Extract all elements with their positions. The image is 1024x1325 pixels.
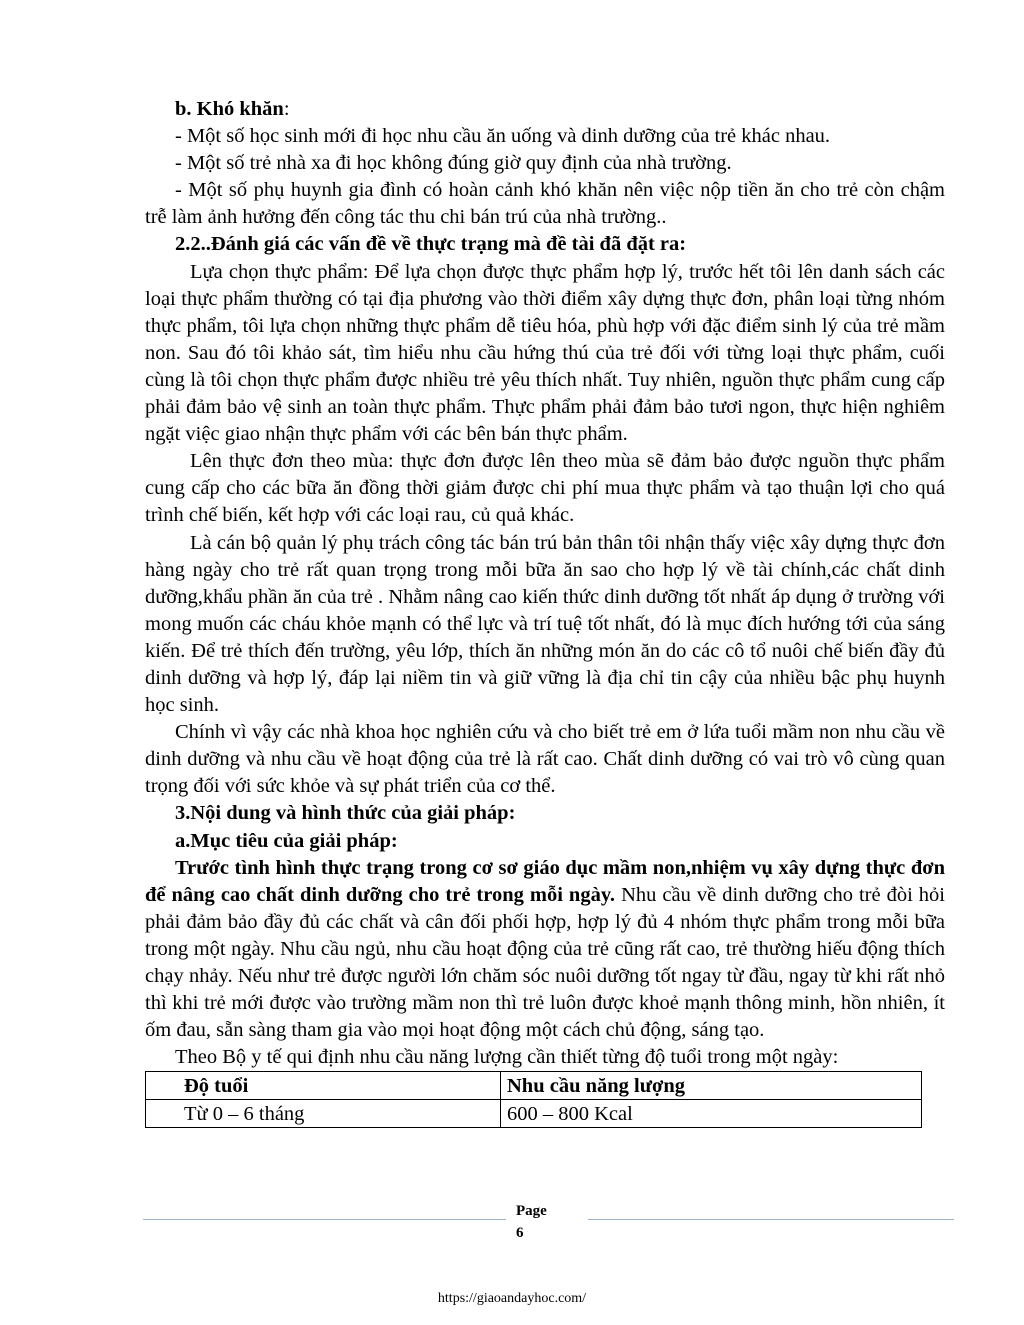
paragraph-nutrition-role: Chính vì vậy các nhà khoa học nghiên cứu và cho biết trẻ em ở lứa tuổi mầm non nhu cầu về dinh dưỡng và nhu cầu về hoạt động của trẻ là rất cao. Chất dinh dưỡng có vai trò vô cùng quan trọng đối với sức khỏe và sự phát triển của cơ thể. — [145, 721, 945, 798]
table-header-energy: Nhu cầu năng lượng — [501, 1072, 922, 1100]
section-b-heading-colon: : — [283, 98, 290, 120]
section-3a-heading: a.Mục tiêu của giải pháp: — [175, 829, 398, 852]
energy-needs-table — [145, 1071, 922, 1128]
source-url[interactable]: https://giaoandayhoc.com/ — [437, 1291, 587, 1306]
difficulty-item-2: - Một số trẻ nhà xa đi học không đúng giờ quy định của nhà trường. — [175, 152, 732, 175]
table-header-row — [146, 1072, 922, 1100]
page-number-block — [516, 1200, 576, 1244]
table-row — [146, 1100, 922, 1128]
paragraph-manager-view: Là cán bộ quản lý phụ trách công tác bán trú bản thân tôi nhận thấy việc xây dựng thực đơn hàng ngày cho trẻ rất quan trọng trong mỗi bữa ăn sao cho hợp lý về tài chính,các chất dinh dưỡng,khẩu phần ăn của trẻ . Nhằm nâng cao kiến thức dinh dưỡng tốt nhất áp dụng ở trường với mong muốn các cháu khỏe mạnh có thể lực và trí tuệ tốt nhất, đó là mục đích hướng tới của sáng kiến. Để trẻ thích đến trường, yêu lớp, thích ăn những món ăn do các cô tổ nuôi chế biến đầy đủ dinh dưỡng và hợp lý, đáp lại niềm tin và giữ vững là địa chỉ tin cậy của nhiều bậc phụ huynh học sinh. — [145, 531, 945, 717]
paragraph-objective — [145, 855, 945, 1045]
table-header-age: Độ tuổi — [146, 1072, 501, 1100]
footer-rule-right — [588, 1219, 954, 1220]
section-b-heading — [145, 96, 945, 123]
difficulty-item-1: - Một số học sinh mới đi học nhu cầu ăn uống và dinh dưỡng của trẻ khác nhau. — [175, 125, 831, 148]
section-2-2-heading: 2.2..Đánh giá các vấn đề về thực trạng mà đề tài đã đặt ra: — [175, 233, 687, 256]
paragraph-food-selection: Lựa chọn thực phẩm: Để lựa chọn được thực phẩm hợp lý, trước hết tôi lên danh sách các loại thực phẩm thường có tại địa phương vào thời điểm xây dựng thực đơn, phân loại từng nhóm thực phẩm, tôi lựa chọn những thực phẩm dễ tiêu hóa, phù hợp với đặc điểm sinh lý của trẻ mầm non. Sau đó tôi khảo sát, tìm hiểu nhu cầu hứng thú của trẻ đối với từng loại thực phẩm, cuối cùng là tôi chọn thực phẩm được nhiều trẻ yêu thích nhất. Tuy nhiên, nguồn thực phẩm cung cấp phải đảm bảo vệ sinh an toàn thực phẩm. Thực phẩm phải đảm bảo tươi ngon, thực hiện nghiêm ngặt việc giao nhận thực phẩm với các bên bán thực phẩm. — [145, 260, 945, 446]
difficulty-item-3: - Một số phụ huynh gia đình có hoàn cảnh khó khăn nên việc nộp tiền ăn cho trẻ còn chậm trễ làm ảnh hưởng đến công tác thu chi bán trú của nhà trường.. — [145, 179, 945, 229]
page-number: 6 — [516, 1225, 524, 1241]
footer-rule-left — [143, 1219, 506, 1220]
paragraph-seasonal-menu: Lên thực đơn theo mùa: thực đơn được lên theo mùa sẽ đảm bảo được nguồn thực phẩm cung cấp cho các bữa ăn đồng thời giảm được chi phí mua thực phẩm và tạo thuận lợi cho quá trình chế biến, kết hợp với các loại rau, củ quả khác. — [145, 450, 945, 527]
page-word: Page — [516, 1203, 547, 1219]
section-b-heading-bold: b. Khó khăn — [175, 98, 284, 120]
paragraph-objective-bold: Trước tình hình thực trạng trong cơ sơ giáo dục mầm non,nhiệm vụ xây dựng thực đơn để nâng cao chất dinh dưỡng cho trẻ trong mỗi ngày. — [145, 856, 945, 906]
table-intro: Theo Bộ y tế qui định nhu cầu năng lượng cần thiết từng độ tuổi trong một ngày: — [175, 1046, 839, 1069]
table-cell-energy: 600 – 800 Kcal — [501, 1100, 922, 1128]
paragraph-objective-rest: Nhu cầu về dinh dưỡng cho trẻ đòi hỏi phải đảm bảo đầy đủ các chất và cân đối phối hợp, hợp lý đủ 4 nhóm thực phẩm trong mỗi bữa trong một ngày. Nhu cầu ngủ, nhu cầu hoạt động của trẻ cũng rất cao, trẻ thường hiếu động thích chạy nhảy. Nếu như trẻ được người lớn chăm sóc nuôi dưỡng tốt ngay từ đầu, ngay từ khi rất nhỏ thì khi trẻ mới được vào trường mầm non thì trẻ luôn được khoẻ mạnh thông minh, hồn nhiên, ít ốm đau, sẵn sàng tham gia vào mọi hoạt động một cách chủ động, sáng tạo. — [145, 883, 945, 1042]
section-3-heading: 3.Nội dung và hình thức của giải pháp: — [175, 802, 516, 825]
document-body — [145, 96, 945, 1128]
table-cell-age: Từ 0 – 6 tháng — [146, 1100, 501, 1128]
